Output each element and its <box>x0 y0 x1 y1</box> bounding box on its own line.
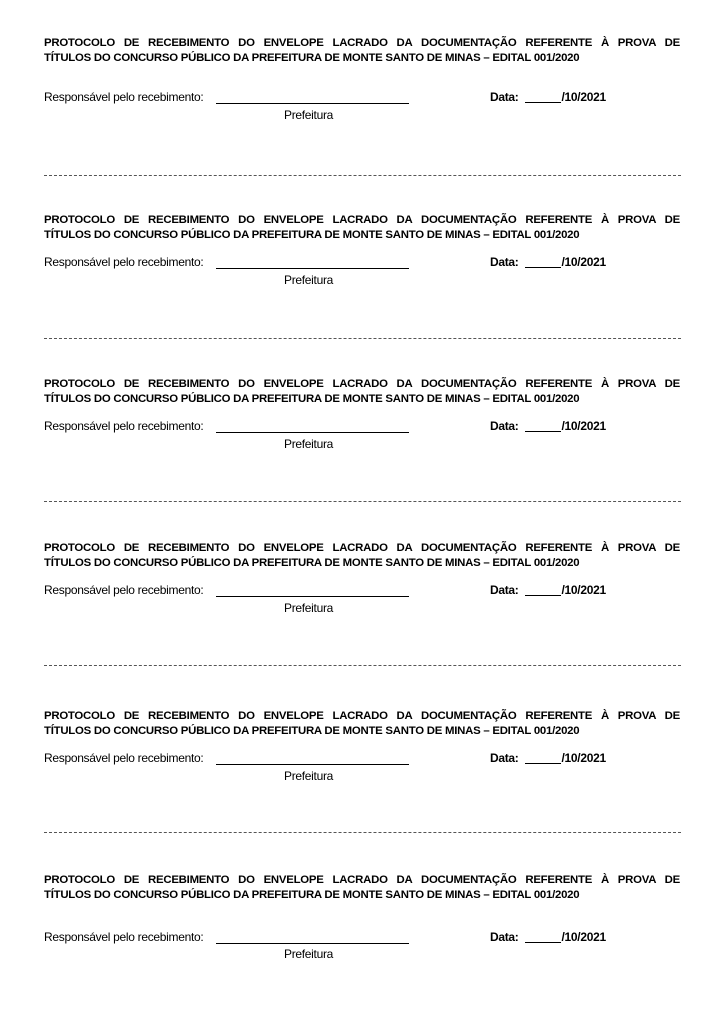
protocol-title-line1: PROTOCOLO DE RECEBIMENTO DO ENVELOPE LACRADO DA DOCUMENTAÇÃO REFERENTE À PROVA DE <box>44 214 680 226</box>
date-label: Data: <box>490 751 519 765</box>
date-label: Data: <box>490 419 519 433</box>
prefeitura-label: Prefeitura <box>284 437 334 451</box>
prefeitura-label: Prefeitura <box>284 273 334 287</box>
date-field <box>490 419 606 433</box>
protocol-block-5 <box>44 709 680 783</box>
responsavel-label: Responsável pelo recebimento: <box>44 90 204 104</box>
protocol-title-line2: TÍTULOS DO CONCURSO PÚBLICO DA PREFEITURA DE MONTE SANTO DE MINAS – EDITAL 001/2020 <box>44 229 580 241</box>
date-suffix: /10/2021 <box>561 255 606 269</box>
protocol-block-4 <box>44 541 680 615</box>
protocol-title-line2: TÍTULOS DO CONCURSO PÚBLICO DA PREFEITURA DE MONTE SANTO DE MINAS – EDITAL 001/2020 <box>44 393 580 405</box>
prefeitura-label: Prefeitura <box>284 769 334 783</box>
date-field <box>490 930 606 944</box>
protocol-title-line2: TÍTULOS DO CONCURSO PÚBLICO DA PREFEITURA DE MONTE SANTO DE MINAS – EDITAL 001/2020 <box>44 557 580 569</box>
date-day-line <box>525 431 561 432</box>
responsavel-signature-line <box>216 103 409 104</box>
prefeitura-label: Prefeitura <box>284 947 334 961</box>
protocol-title <box>44 541 680 571</box>
date-day-line <box>525 763 561 764</box>
protocol-title <box>44 36 680 66</box>
protocol-block-6 <box>44 873 680 961</box>
protocol-title <box>44 377 680 407</box>
protocol-title-line1: PROTOCOLO DE RECEBIMENTO DO ENVELOPE LACRADO DA DOCUMENTAÇÃO REFERENTE À PROVA DE <box>44 542 680 554</box>
signature-row <box>44 751 680 767</box>
prefeitura-label: Prefeitura <box>284 108 334 122</box>
date-day-line <box>525 595 561 596</box>
date-label: Data: <box>490 583 519 597</box>
prefeitura-label: Prefeitura <box>284 601 334 615</box>
date-day-line <box>525 942 561 943</box>
date-suffix: /10/2021 <box>561 583 606 597</box>
signature-row <box>44 583 680 599</box>
protocol-title-line1: PROTOCOLO DE RECEBIMENTO DO ENVELOPE LACRADO DA DOCUMENTAÇÃO REFERENTE À PROVA DE <box>44 378 680 390</box>
protocol-title-line2: TÍTULOS DO CONCURSO PÚBLICO DA PREFEITURA DE MONTE SANTO DE MINAS – EDITAL 001/2020 <box>44 52 580 64</box>
date-suffix: /10/2021 <box>561 930 606 944</box>
responsavel-label: Responsável pelo recebimento: <box>44 419 204 433</box>
protocol-title-line1: PROTOCOLO DE RECEBIMENTO DO ENVELOPE LACRADO DA DOCUMENTAÇÃO REFERENTE À PROVA DE <box>44 37 680 49</box>
responsavel-label: Responsável pelo recebimento: <box>44 751 204 765</box>
protocol-title <box>44 709 680 739</box>
dashed-separator <box>44 501 681 502</box>
signature-row <box>44 90 680 106</box>
signature-row <box>44 419 680 435</box>
responsavel-signature-line <box>216 432 409 433</box>
dashed-separator <box>44 338 681 339</box>
date-day-line <box>525 267 561 268</box>
protocol-title <box>44 213 680 243</box>
protocol-title-line1: PROTOCOLO DE RECEBIMENTO DO ENVELOPE LACRADO DA DOCUMENTAÇÃO REFERENTE À PROVA DE <box>44 874 680 886</box>
dashed-separator <box>44 175 681 176</box>
responsavel-label: Responsável pelo recebimento: <box>44 583 204 597</box>
dashed-separator <box>44 665 681 666</box>
responsavel-label: Responsável pelo recebimento: <box>44 255 204 269</box>
date-label: Data: <box>490 930 519 944</box>
date-suffix: /10/2021 <box>561 751 606 765</box>
signature-row <box>44 930 680 946</box>
protocol-block-1 <box>44 36 680 122</box>
responsavel-signature-line <box>216 764 409 765</box>
date-suffix: /10/2021 <box>561 419 606 433</box>
protocol-title-line1: PROTOCOLO DE RECEBIMENTO DO ENVELOPE LACRADO DA DOCUMENTAÇÃO REFERENTE À PROVA DE <box>44 710 680 722</box>
date-suffix: /10/2021 <box>561 90 606 104</box>
responsavel-signature-line <box>216 943 409 944</box>
date-label: Data: <box>490 90 519 104</box>
date-field <box>490 751 606 765</box>
date-label: Data: <box>490 255 519 269</box>
date-field <box>490 255 606 269</box>
protocol-block-3 <box>44 377 680 451</box>
date-field <box>490 90 606 104</box>
responsavel-signature-line <box>216 596 409 597</box>
signature-row <box>44 255 680 271</box>
dashed-separator <box>44 832 681 833</box>
date-day-line <box>525 102 561 103</box>
responsavel-signature-line <box>216 268 409 269</box>
protocol-title <box>44 873 680 903</box>
protocol-title-line2: TÍTULOS DO CONCURSO PÚBLICO DA PREFEITURA DE MONTE SANTO DE MINAS – EDITAL 001/2020 <box>44 725 580 737</box>
date-field <box>490 583 606 597</box>
responsavel-label: Responsável pelo recebimento: <box>44 930 204 944</box>
protocol-title-line2: TÍTULOS DO CONCURSO PÚBLICO DA PREFEITURA DE MONTE SANTO DE MINAS – EDITAL 001/2020 <box>44 889 580 901</box>
protocol-block-2 <box>44 213 680 287</box>
